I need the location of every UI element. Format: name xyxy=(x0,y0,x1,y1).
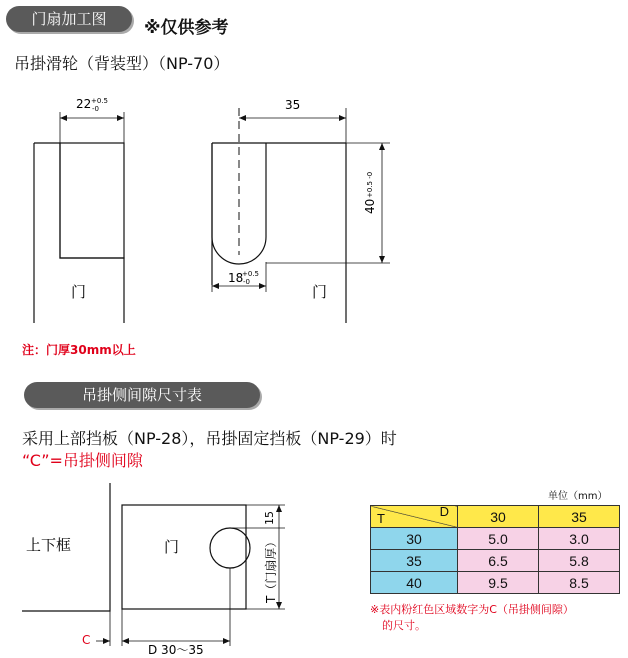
section-header-label: 吊掛侧间隙尺寸表 xyxy=(81,386,202,404)
condition-line: 采用上部挡板（NP-28），吊掛固定挡板（NP-29）时 xyxy=(22,429,397,448)
dim-18-tol-plus: +0.5 xyxy=(242,270,259,278)
corner-t-label: T xyxy=(377,511,385,526)
table-col-header: 35 xyxy=(539,506,620,528)
table-row-header: 40 xyxy=(371,572,458,594)
roller-circle xyxy=(210,528,250,568)
section-header-label: 门扇加工图 xyxy=(31,10,107,28)
table-corner-cell xyxy=(371,506,458,528)
dim-22-tol-minus: -0 xyxy=(92,105,99,113)
table-cell: 8.5 xyxy=(539,572,620,594)
thickness-note: 注：门厚30mm以上 xyxy=(22,343,136,357)
corner-d-label: D xyxy=(439,504,449,519)
door-label-right: 门 xyxy=(312,283,328,301)
table-cell: 3.0 xyxy=(539,528,620,550)
dim-22-tol-plus: +0.5 xyxy=(91,97,108,105)
table-row-header: 30 xyxy=(371,528,458,550)
door-label-left: 门 xyxy=(71,283,87,301)
unit-label: 单位（mm） xyxy=(548,491,608,502)
table-cell: 6.5 xyxy=(458,550,539,572)
dim-t-thickness: T（门扇厚） xyxy=(264,535,278,603)
c-definition: “C”=吊掛侧间隙 xyxy=(22,451,143,470)
table-row-header: 35 xyxy=(371,550,458,572)
dim-22: 22 xyxy=(76,97,92,111)
clearance-drawing xyxy=(0,468,360,658)
section-header-clearance-table xyxy=(24,382,260,408)
reference-note: ※仅供参考 xyxy=(144,18,229,38)
dim-40-tol: +0.5 -0 xyxy=(366,171,374,198)
table-row xyxy=(371,550,620,572)
dim-d: D 30～35 xyxy=(148,643,204,657)
subtitle-np70: 吊掛滑轮（背装型）（NP-70） xyxy=(14,54,230,73)
table-header-row xyxy=(371,506,620,528)
dim-c: C xyxy=(82,633,91,647)
door-label: 门 xyxy=(164,538,180,556)
dim-40: 40 xyxy=(363,198,377,214)
table-row xyxy=(371,572,620,594)
clearance-table xyxy=(370,505,620,594)
door-block xyxy=(122,505,246,609)
left-door-slot xyxy=(60,143,124,258)
dim-15: 15 xyxy=(263,511,276,525)
table-footnote-2: 的尺寸。 xyxy=(382,619,426,632)
dim-18-tol-minus: -0 xyxy=(243,278,250,286)
table-cell: 5.8 xyxy=(539,550,620,572)
table-row xyxy=(371,528,620,550)
frame-label: 上下框 xyxy=(26,536,72,554)
table-cell: 9.5 xyxy=(458,572,539,594)
dim-35: 35 xyxy=(285,98,301,112)
dim-18: 18 xyxy=(228,271,244,285)
table-footnote-1: ※表内粉红色区域数字为C（吊掛侧间隙） xyxy=(370,603,574,616)
table-col-header: 30 xyxy=(458,506,539,528)
table-cell: 5.0 xyxy=(458,528,539,550)
